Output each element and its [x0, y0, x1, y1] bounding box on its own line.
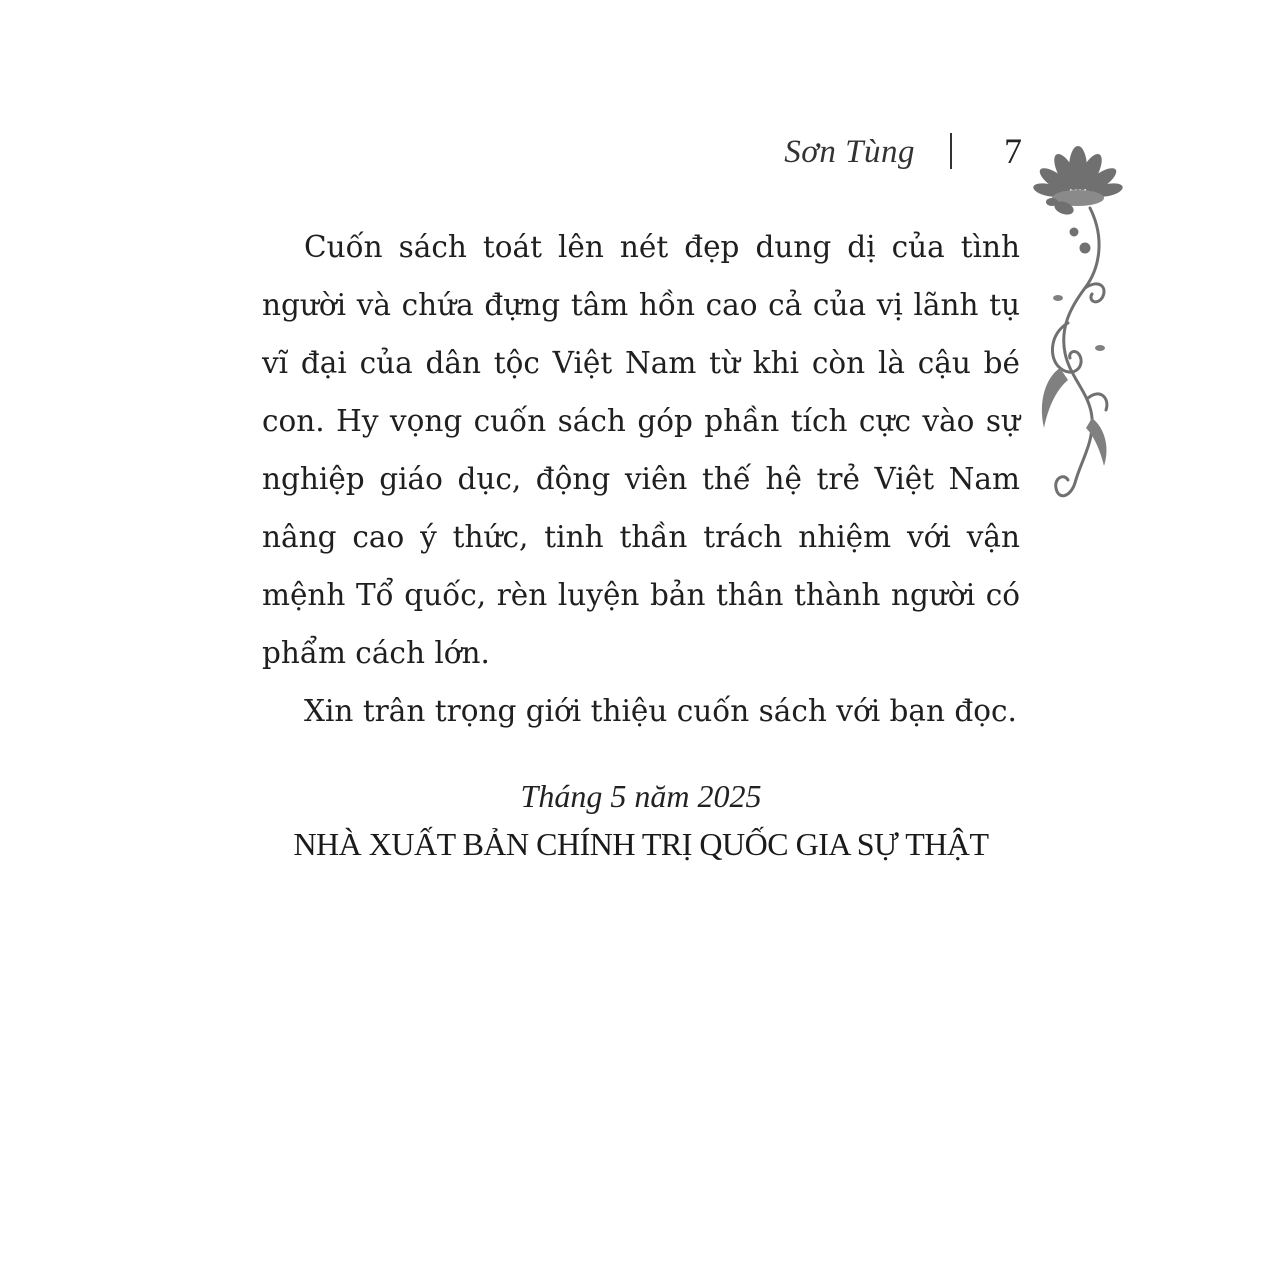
body-text	[262, 218, 1020, 740]
signature-date: Tháng 5 năm 2025	[520, 778, 762, 814]
running-head	[700, 130, 1030, 180]
lotus-flourish-icon	[1030, 128, 1130, 513]
body-paragraph: Cuốn sách toát lên nét đẹp dung dị của tình người và chứa đựng tâm hồn cao cả của vị lãnh tụ vĩ đại của dân tộc Việt Nam từ khi còn là cậu bé con. Hy vọng cuốn sách góp phần tích cực vào sự nghiệp giáo dục, động viên thế hệ trẻ Việt Nam nâng cao ý thức, tinh thần trách nhiệm với vận mệnh Tổ quốc, rèn luyện bản thân thành người có phẩm cách lớn.	[262, 230, 1020, 670]
page-number: 7	[1004, 131, 1022, 171]
publisher-name: NHÀ XUẤT BẢN CHÍNH TRỊ QUỐC GIA SỰ THẬT	[293, 826, 989, 862]
closing-paragraph: Xin trân trọng giới thiệu cuốn sách với bạn đọc.	[304, 694, 1017, 728]
header-divider	[950, 133, 952, 169]
author-name: Sơn Tùng	[784, 134, 915, 170]
